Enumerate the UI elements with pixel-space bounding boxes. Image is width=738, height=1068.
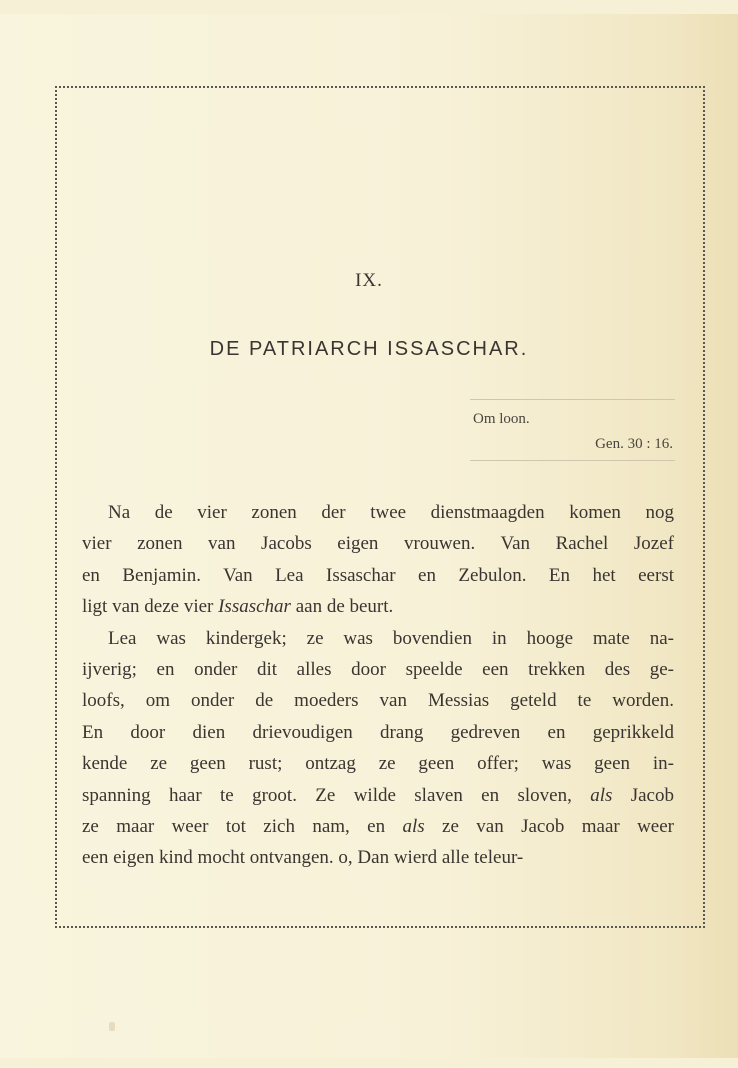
text-line: vier zonen van Jacobs eigen vrouwen. Van Rachel Jozef	[82, 533, 674, 555]
epigraph-rule-top	[470, 399, 675, 400]
paragraph	[82, 623, 674, 874]
text-line: Na de vier zonen der twee dienstmaagden komen nog	[108, 502, 674, 523]
epigraph-quote: Om loon.	[473, 411, 530, 427]
text-line: ligt van deze vier Issaschar aan de beurt.	[82, 596, 394, 618]
text-line: ijverig; en onder dit alles door speelde een trekken des ge-	[82, 659, 674, 681]
emphasis: als	[590, 784, 613, 806]
body-text	[82, 497, 674, 874]
chapter-title: DE PATRIARCH ISSASCHAR.	[209, 338, 529, 360]
emphasis: als	[402, 816, 425, 838]
text-line: kende ze geen rust; ontzag ze geen offer; was geen in-	[82, 753, 674, 775]
text-line: een eigen kind mocht ontvangen. o, Dan wierd alle teleur-	[82, 847, 524, 869]
paragraph	[82, 497, 674, 623]
emphasis: Issaschar	[218, 596, 291, 618]
text-line: Lea was kindergek; ze was bovendien in hooge mate na-	[108, 627, 674, 649]
epigraph-rule-bottom	[470, 460, 675, 461]
page-smudge	[109, 1022, 115, 1031]
text-line: spanning haar te groot. Ze wilde slaven en sloven, als Jacob	[82, 784, 674, 806]
chapter-number: IX.	[355, 270, 383, 291]
text-line: ze maar weer tot zich nam, en als ze van Jacob maar weer	[82, 816, 674, 838]
text-line: en Benjamin. Van Lea Issaschar en Zebulon. En het eerst	[82, 564, 674, 586]
epigraph-reference: Gen. 30 : 16.	[595, 436, 673, 452]
text-line: En door dien drievoudigen drang gedreven en geprikkeld	[82, 721, 674, 743]
text-line: loofs, om onder de moeders van Messias geteld te worden.	[82, 690, 674, 712]
